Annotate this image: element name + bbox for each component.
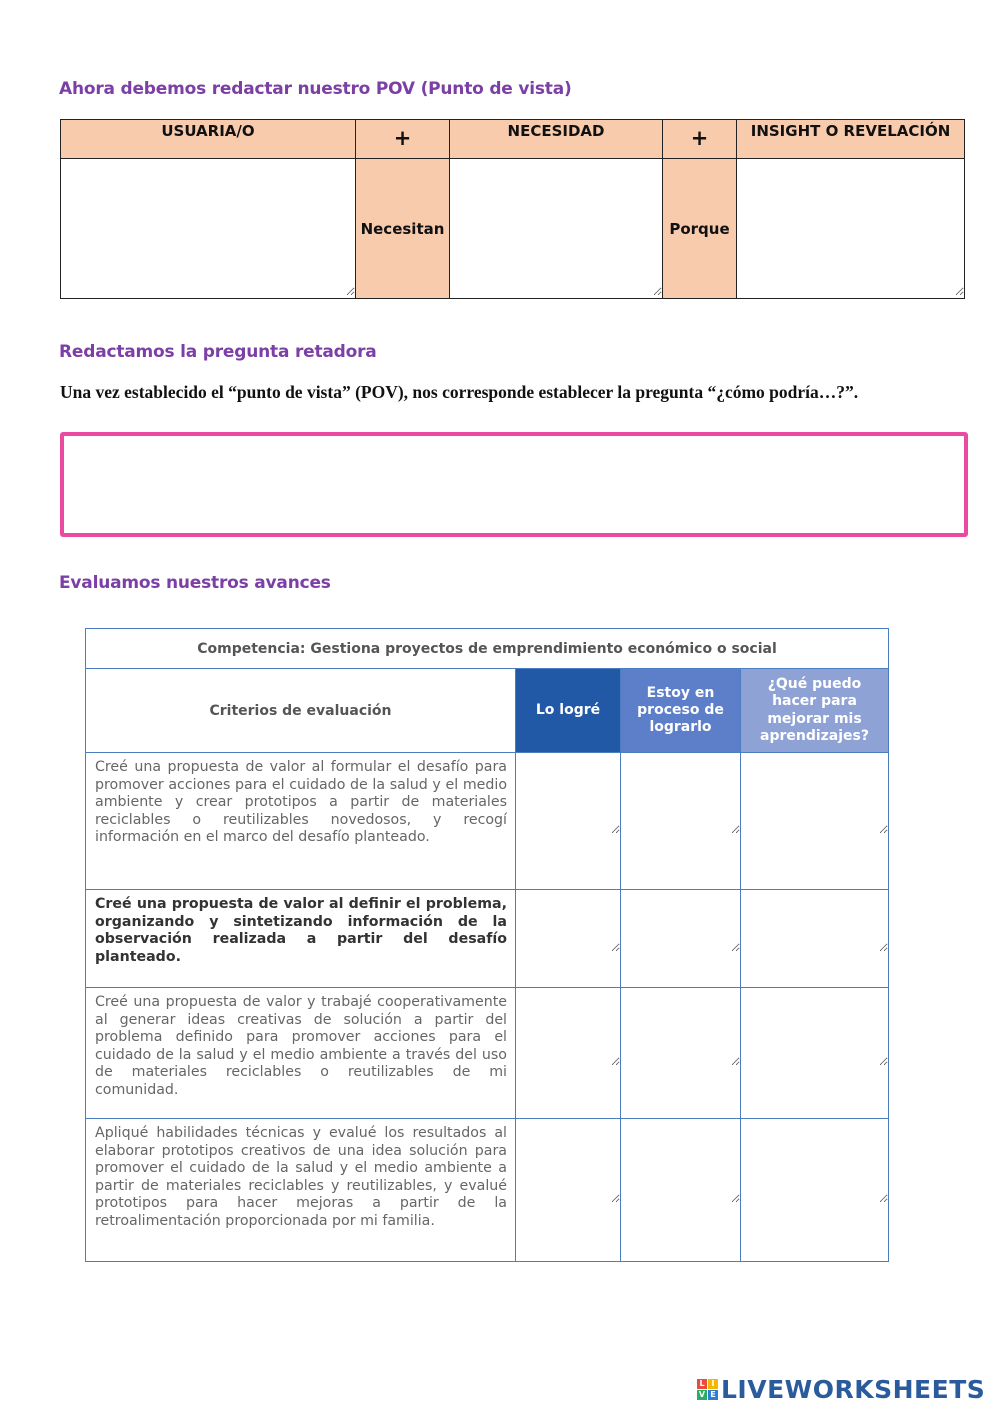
in-progress-input[interactable] xyxy=(621,804,740,834)
competency-row xyxy=(86,629,889,669)
criterion-text: Creé una propuesta de valor y trabajé cooperativamente al generar ideas creativas de solución a partir del problema definido para promover acciones para el cuidado de la salud y el medio ambiente a través del uso de materiales reciclables o reutilizables de mi comunidad. xyxy=(86,988,516,1119)
pov-header-insight: INSIGHT O REVELACIÓN xyxy=(737,120,965,159)
in-progress-cell[interactable] xyxy=(621,890,741,988)
challenge-answer-input[interactable] xyxy=(64,436,964,533)
criterion-text: Creé una propuesta de valor al formular el desafío para promover acciones para el cuidado de la salud y el medio ambiente y crear prototipos a partir de materiales reciclables o reutilizables novedosos, y recogí información en el marco del desafío planteado. xyxy=(86,753,516,890)
achieved-cell[interactable] xyxy=(516,1119,621,1262)
criterion-text: Apliqué habilidades técnicas y evalué los resultados al elaborar prototipos creativos de una idea solución para promover el cuidado de la salud y el medio ambiente a partir de materiales reciclables y reutilizables, y evalué prototipos para hacer mejoras a partir de la retroalimentación proporcionada por mi familia. xyxy=(86,1119,516,1262)
in-progress-cell[interactable] xyxy=(621,753,741,890)
pov-header-plus: + xyxy=(663,120,737,159)
in-progress-cell[interactable] xyxy=(621,988,741,1119)
liveworksheets-wordmark: LIVEWORKSHEETS xyxy=(721,1375,986,1404)
pov-header-row xyxy=(61,120,965,159)
pov-connector-needs: Necesitan xyxy=(356,159,450,299)
competency-title: Competencia: Gestiona proyectos de emprendimiento económico o social xyxy=(86,629,889,669)
achieved-input[interactable] xyxy=(516,922,620,952)
criteria-header: Criterios de evaluación xyxy=(86,669,516,753)
criterion-text: Creé una propuesta de valor al definir el problema, organizando y sintetizando información de la observación realizada a partir del desafío planteado. xyxy=(86,890,516,988)
pov-insight-cell[interactable] xyxy=(737,159,965,299)
in-progress-input[interactable] xyxy=(621,922,740,952)
improve-input[interactable] xyxy=(741,922,888,952)
challenge-instruction: Una vez establecido el “punto de vista” (POV), nos corresponde establecer la pregunta “¿cómo podría…?”. xyxy=(60,382,859,402)
header-achieved: Lo logré xyxy=(516,669,621,753)
header-in-progress: Estoy en proceso de lograrlo xyxy=(621,669,741,753)
pov-need-input[interactable] xyxy=(450,157,662,296)
pov-insight-input[interactable] xyxy=(737,157,964,296)
pov-need-cell[interactable] xyxy=(450,159,663,299)
improve-cell[interactable] xyxy=(741,890,889,988)
improve-cell[interactable] xyxy=(741,1119,889,1262)
achieved-cell[interactable] xyxy=(516,890,621,988)
liveworksheets-brand xyxy=(697,1375,985,1404)
improve-cell[interactable] xyxy=(741,988,889,1119)
pov-user-input[interactable] xyxy=(61,157,355,296)
improve-cell[interactable] xyxy=(741,753,889,890)
header-improve: ¿Qué puedo hacer para mejorar mis aprendizajes? xyxy=(741,669,889,753)
logo-letter: E xyxy=(708,1390,718,1400)
achieved-cell[interactable] xyxy=(516,753,621,890)
criterion-row xyxy=(86,988,889,1119)
evaluation-section-title: Evaluamos nuestros avances xyxy=(59,573,331,593)
pov-user-cell[interactable] xyxy=(61,159,356,299)
in-progress-input[interactable] xyxy=(621,1036,740,1066)
logo-letter: L xyxy=(697,1379,707,1389)
achieved-input[interactable] xyxy=(516,804,620,834)
challenge-answer-box[interactable] xyxy=(60,432,968,537)
improve-input[interactable] xyxy=(741,804,888,834)
improve-input[interactable] xyxy=(741,1036,888,1066)
achieved-input[interactable] xyxy=(516,1173,620,1203)
in-progress-cell[interactable] xyxy=(621,1119,741,1262)
criterion-row xyxy=(86,1119,889,1262)
achieved-input[interactable] xyxy=(516,1036,620,1066)
challenge-section-title: Redactamos la pregunta retadora xyxy=(59,342,377,362)
criterion-row xyxy=(86,890,889,988)
logo-letter: I xyxy=(708,1379,718,1389)
criterion-row xyxy=(86,753,889,890)
liveworksheets-logo-icon xyxy=(697,1379,718,1400)
pov-section-title: Ahora debemos redactar nuestro POV (Punto de vista) xyxy=(59,79,572,99)
pov-input-row xyxy=(61,159,965,299)
evaluation-header-row xyxy=(86,669,889,753)
pov-connector-because: Porque xyxy=(663,159,737,299)
evaluation-table xyxy=(85,628,889,1262)
pov-header-plus: + xyxy=(356,120,450,159)
logo-letter: V xyxy=(698,1390,706,1399)
in-progress-input[interactable] xyxy=(621,1173,740,1203)
improve-input[interactable] xyxy=(741,1173,888,1203)
achieved-cell[interactable] xyxy=(516,988,621,1119)
pov-header-user: USUARIA/O xyxy=(61,120,356,159)
pov-header-need: NECESIDAD xyxy=(450,120,663,159)
pov-table xyxy=(60,119,965,299)
